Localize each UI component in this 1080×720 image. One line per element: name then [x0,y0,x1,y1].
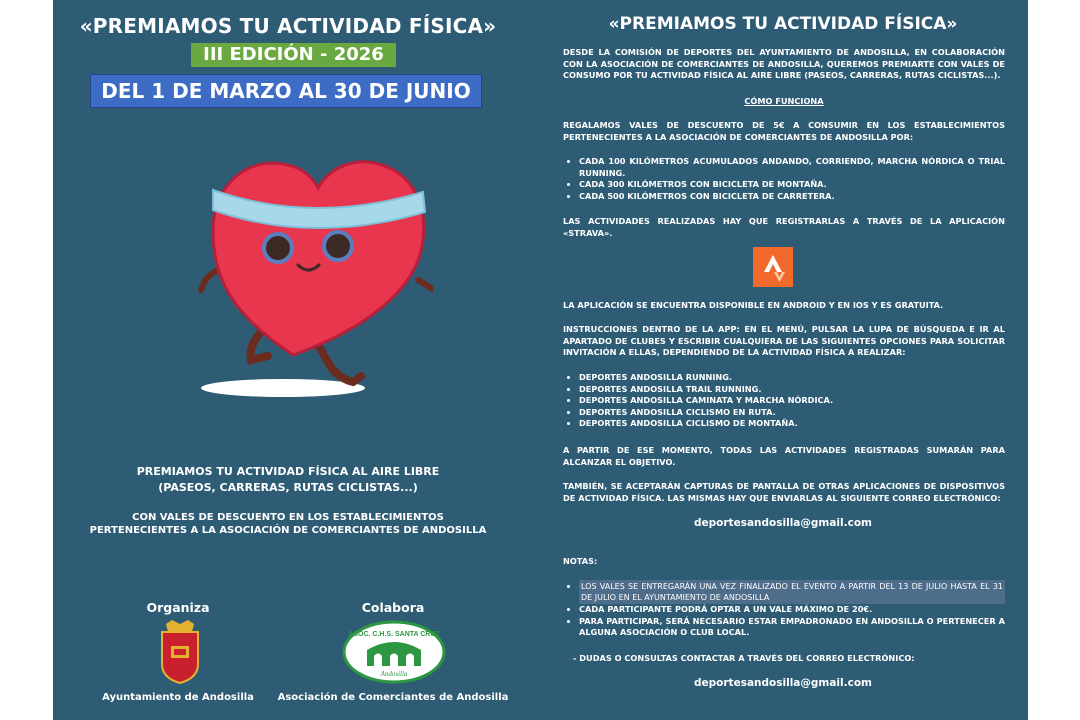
notas-label: NOTAS: [563,556,598,566]
heart-shadow [201,379,365,397]
club-item: • DEPORTES ANDOSILLA CICLISMO EN RUTA. [579,407,1005,419]
club-item: • DEPORTES ANDOSILLA TRAIL RUNNING. [579,384,1005,396]
colabora-name: Asociación de Comerciantes de Andosilla [277,692,509,703]
criteria-item: • CADA 500 KILÓMETROS CON BICICLETA DE CARRETERA. [579,191,1005,203]
also-paragraph: TAMBIÉN, SE ACEPTARÁN CAPTURAS DE PANTALLA DE OTRAS APLICACIONES DE DISPOSITIVOS DE ACTIVIDAD FÍSICA. LAS MISMAS HAY QUE ENVIARLAS AL SIGUIENTE CORREO ELECTRÓNICO: [563,481,1005,503]
heart-arm-right [418,280,433,302]
club-item: • DEPORTES ANDOSILLA RUNNING. [579,372,1005,384]
app-available-text: LA APLICACIÓN SE ENCUENTRA DISPONIBLE EN ANDROID Y EN IOS Y ES GRATUITA. [563,300,944,310]
tagline-line-1: PREMIAMOS TU ACTIVIDAD FÍSICA AL AIRE LIBRE [136,465,440,478]
club-item: • DEPORTES ANDOSILLA CAMINATA Y MARCHA NÓRDICA. [579,395,1005,407]
edition-banner: III EDICIÓN - 2026 [191,43,396,67]
club-item: • DEPORTES ANDOSILLA CICLISMO DE MONTAÑA. [579,418,1005,430]
tagline-line-4: PERTENECIENTES A LA ASOCIACIÓN DE COMERCIANTES DE ANDOSILLA [89,525,487,536]
running-heart-illustration [153,130,433,410]
strava-logo-icon [753,247,793,287]
contact-email-1[interactable]: deportesandosilla@gmail.com [694,517,872,529]
left-panel [53,0,523,720]
intro-paragraph: DESDE LA COMISIÓN DE DEPORTES DEL AYUNTAMIENTO DE ANDOSILLA, EN COLABORACIÓN CON LA ASOCIACIÓN DE COMERCIANTES DE ANDOSILLA, QUEREMOS PREMIARTE CON VALES DE CONSUMO POR TU ACTIVIDAD FÍSICA AL AIRE LIBRE (PASEOS, CARRERAS, RUTAS CICLISTAS...). [563,47,1005,80]
right-panel [543,0,1023,720]
dudas-text: - DUDAS O CONSULTAS CONTACTAR A TRAVÉS DEL CORREO ELECTRÓNICO: [573,653,915,663]
criteria-item: • CADA 100 KILÓMETROS ACUMULADOS ANDANDO, CORRIENDO, MARCHA NÓRDICA O TRIAL RUNNING. [579,156,1005,179]
colabora-label: Colabora [361,600,425,615]
left-title: «PREMIAMOS TU ACTIVIDAD FÍSICA» [79,14,497,38]
poster [53,0,1028,720]
dates-banner: DEL 1 DE MARZO AL 30 DE JUNIO [90,74,482,108]
heart-body [213,162,424,355]
criteria-list [563,156,1005,202]
note-item-highlighted: • LOS VALES SE ENTREGARÁN UNA VEZ FINALIZADO EL EVENTO A PARTIR DEL 13 DE JULIO HASTA EL 31 DE JULIO EN EL AYUNTAMIENTO DE ANDOSILLA [579,580,1005,604]
organiza-name: Ayuntamiento de Andosilla [102,692,254,703]
contact-email-2[interactable]: deportesandosilla@gmail.com [694,677,872,689]
strava-note: LAS ACTIVIDADES REALIZADAS HAY QUE REGISTRARLAS A TRAVÉS DE LA APLICACIÓN «STRAVA». [563,216,1005,238]
town-coat-of-arms-logo [158,620,202,684]
como-funciona-heading: CÓMO FUNCIONA [744,96,824,106]
instructions-paragraph: INSTRUCCIONES DENTRO DE LA APP: EN EL MENÚ, PULSAR LA LUPA DE BÚSQUEDA E IR AL APARTADO DE CLUBES Y ESCRIBIR CUALQUIERA DE LAS SIGUIENTES OPCIONES PARA SOLICITAR INVITACIÓN A ELLAS, DEPENDIENDO DE LA ACTIVIDAD FÍSICA A REALIZAR: [563,324,1005,357]
heart-eye-right [324,232,352,260]
merchants-association-logo [342,620,446,684]
seal-text: ASOC. C.H.S. SANTA CRUZ [348,631,440,638]
regalamos-paragraph: REGALAMOS VALES DE DESCUENTO DE 5€ A CONSUMIR EN LOS ESTABLECIMIENTOS PERTENECIENTES A LA ASOCIACIÓN DE COMERCIANTES DE ANDOSILLA POR: [563,120,1005,142]
tagline-line-3: CON VALES DE DESCUENTO EN LOS ESTABLECIMIENTOS [132,512,444,523]
heart-eye-left [264,234,292,262]
criteria-item: • CADA 300 KILÓMETROS CON BICICLETA DE MONTAÑA. [579,179,1005,191]
from-then-paragraph: A PARTIR DE ESE MOMENTO, TODAS LAS ACTIVIDADES REGISTRADAS SUMARÁN PARA ALCANZAR EL OBJETIVO. [563,445,1005,467]
notes-list [563,580,1005,639]
seal-subtext: Andosilla [380,670,408,678]
tagline-line-2: (PASEOS, CARRERAS, RUTAS CICLISTAS...) [158,481,418,494]
note-item: • PARA PARTICIPAR, SERÁ NECESARIO ESTAR EMPADRONADO EN ANDOSILLA O PERTENECER A ALGUNA ASOCIACIÓN O CLUB LOCAL. [579,616,1005,639]
right-title: «PREMIAMOS TU ACTIVIDAD FÍSICA» [608,14,958,34]
note-item: • CADA PARTICIPANTE PODRÁ OPTAR A UN VALE MÁXIMO DE 20€. [579,604,1005,616]
organiza-label: Organiza [146,600,210,615]
clubs-list [563,372,1005,430]
